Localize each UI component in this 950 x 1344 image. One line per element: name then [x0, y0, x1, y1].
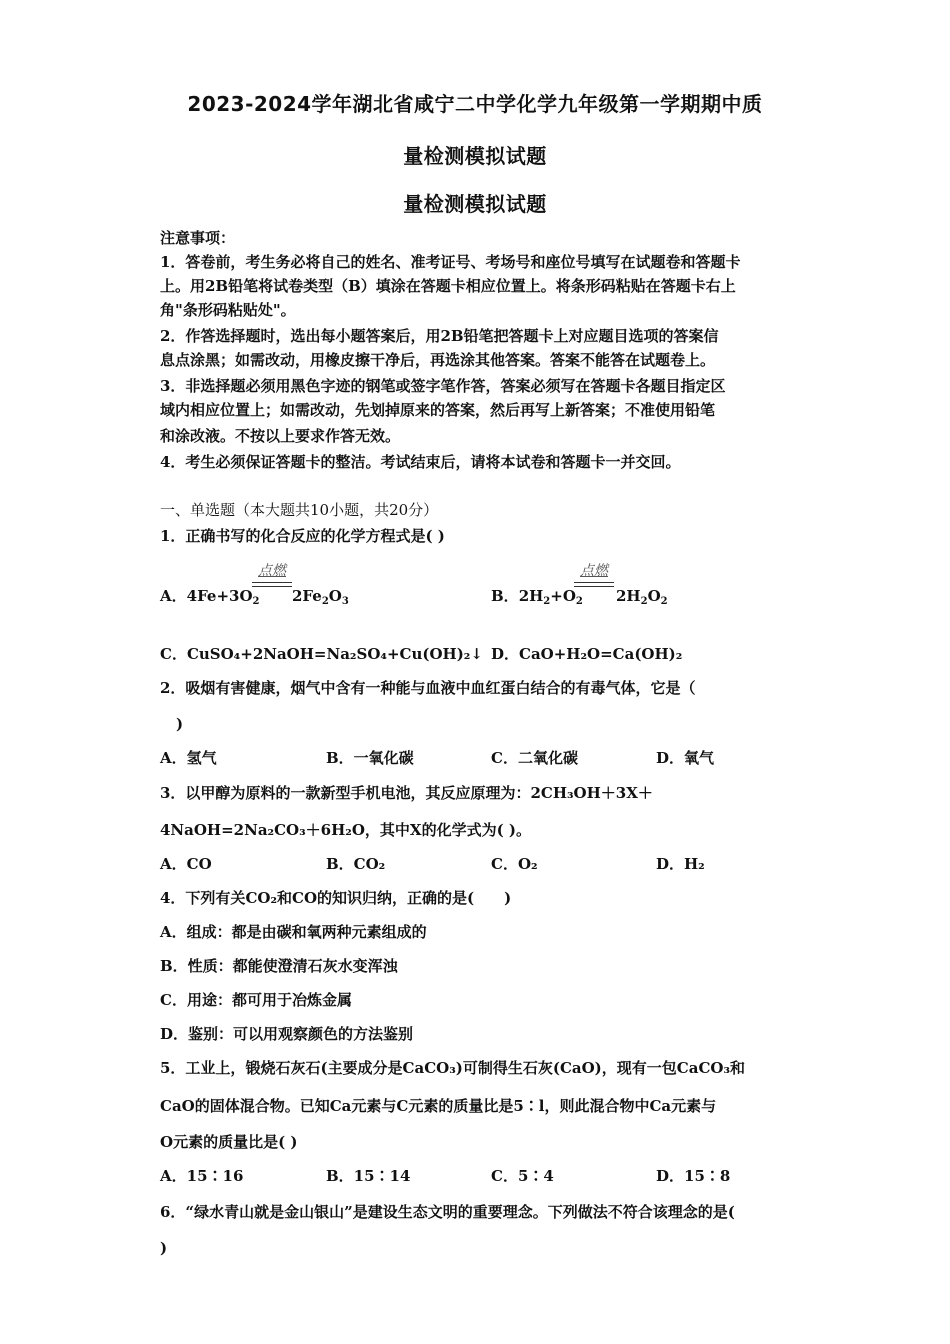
- question-5-stem-cont: CaO的固体混合物。已知Ca元素与C元素的质量比是5∶l，则此混合物中Ca元素与: [160, 1097, 717, 1115]
- question-4-option-c: C．用途：都可用于冶炼金属: [160, 991, 352, 1009]
- question-1-option-a-product: [292, 586, 349, 606]
- section-heading: 一、单选题（本大题共10小题，共20分）: [160, 501, 439, 519]
- question-5-stem-cont-2: O元素的质量比是( ): [160, 1133, 298, 1151]
- reaction-condition-a: 点燃: [258, 563, 286, 579]
- equation-left: 2H: [518, 587, 544, 605]
- notice-line: 4．考生必须保证答题卡的整洁。考试结束后，请将本试卷和答题卡一并交回。: [160, 453, 681, 471]
- question-3-stem-cont: 4NaOH=2Na₂CO₃＋6H₂O，其中X的化学式为( )。: [160, 821, 531, 839]
- question-1-stem: 1．正确书写的化合反应的化学方程式是( ): [160, 527, 445, 545]
- equation-right-mid: O: [647, 587, 661, 605]
- notice-line: 和涂改液。不按以上要求作答无效。: [160, 427, 401, 445]
- notice-line: 1．答卷前，考生务必将自己的姓名、准考证号、考场号和座位号填写在试题卷和答题卡: [160, 253, 741, 271]
- question-3-option-b: B．CO₂: [326, 855, 386, 873]
- question-5-option-c: C．5∶4: [491, 1167, 554, 1185]
- question-1-option-b-product: [616, 586, 668, 606]
- page-title-line-1: 2023-2024学年湖北省咸宁二中学化学九年级第一学期期中质: [187, 92, 763, 116]
- option-label: A．: [160, 587, 187, 605]
- notice-line: 域内相应位置上；如需改动，先划掉原来的答案，然后再写上新答案；不准使用铅笔: [160, 401, 716, 419]
- question-2-option-c: C．二氧化碳: [491, 749, 578, 767]
- question-5-option-a: A．15∶16: [160, 1167, 244, 1185]
- equation-left: 4Fe+3O: [186, 587, 253, 605]
- subscript: 2: [543, 596, 551, 607]
- question-3-stem: 3．以甲醇为原料的一款新型手机电池，其反应原理为：2CH₃OH＋3X＋: [160, 784, 653, 802]
- reaction-condition-b: 点燃: [580, 563, 608, 579]
- question-4-option-d: D．鉴别：可以用观察颜色的方法鉴别: [160, 1025, 414, 1043]
- question-3-option-c: C．O₂: [491, 855, 538, 873]
- subscript: 2: [321, 596, 329, 607]
- equation-left-mid: +O: [550, 587, 576, 605]
- question-2-option-a: A．氢气: [160, 749, 217, 767]
- question-2-option-d: D．氧气: [656, 749, 715, 767]
- question-2-option-b: B．一氧化碳: [326, 749, 414, 767]
- equation-right: 2Fe: [292, 587, 322, 605]
- question-1-option-b: [491, 586, 583, 606]
- equation-right: 2H: [616, 587, 641, 605]
- subscript: 2: [575, 596, 583, 607]
- question-1-option-a: [160, 586, 260, 606]
- notice-line: 角"条形码粘贴处"。: [160, 301, 296, 319]
- question-5-stem: 5．工业上，锻烧石灰石(主要成分是CaCO₃)可制得生石灰(CaO)，现有一包CaCO₃和: [160, 1059, 746, 1077]
- notice-heading: 注意事项：: [160, 229, 236, 247]
- notice-line: 3．非选择题必须用黑色字迹的钢笔或签字笔作答，答案必须写在答题卡各题目指定区: [160, 377, 726, 395]
- option-label: B．: [491, 587, 519, 605]
- page-title-line-3: 量检测模拟试题: [403, 192, 547, 216]
- question-6-stem-cont: ): [160, 1239, 168, 1257]
- notice-line: 2．作答选择题时，选出每小题答案后，用2B铅笔把答题卡上对应题目选项的答案信: [160, 327, 719, 345]
- question-2-stem: 2．吸烟有害健康，烟气中含有一种能与血液中血红蛋白结合的有毒气体，它是（: [160, 679, 696, 697]
- question-1-option-d: D．CaO+H₂O=Ca(OH)₂: [491, 645, 683, 663]
- question-5-option-d: D．15∶8: [656, 1167, 731, 1185]
- subscript: 2: [640, 596, 648, 607]
- question-6-stem: 6．“绿水青山就是金山银山”是建设生态文明的重要理念。下列做法不符合该理念的是(: [160, 1203, 735, 1221]
- question-4-option-b: B．性质：都能使澄清石灰水变浑浊: [160, 957, 398, 975]
- question-5-option-b: B．15∶14: [326, 1167, 411, 1185]
- question-1-option-c: C．CuSO₄+2NaOH=Na₂SO₄+Cu(OH)₂↓: [160, 645, 483, 663]
- subscript: 2: [660, 596, 668, 607]
- question-4-option-a: A．组成：都是由碳和氧两种元素组成的: [160, 923, 427, 941]
- question-3-option-a: A．CO: [160, 855, 212, 873]
- subscript: 2: [252, 596, 260, 607]
- question-4-stem: 4．下列有关CO₂和CO的知识归纳，正确的是( ): [160, 889, 512, 907]
- notice-line: 息点涂黑；如需改动，用橡皮擦干净后，再选涂其他答案。答案不能答在试题卷上。: [160, 351, 716, 369]
- subscript: 3: [341, 596, 349, 607]
- question-2-stem-cont: ): [176, 715, 184, 733]
- question-3-option-d: D．H₂: [656, 855, 705, 873]
- notice-line: 上。用2B铅笔将试卷类型（B）填涂在答题卡相应位置上。将条形码粘贴在答题卡右上: [160, 277, 736, 295]
- equation-right-mid: O: [328, 587, 342, 605]
- page-title-line-2: 量检测模拟试题: [403, 144, 547, 168]
